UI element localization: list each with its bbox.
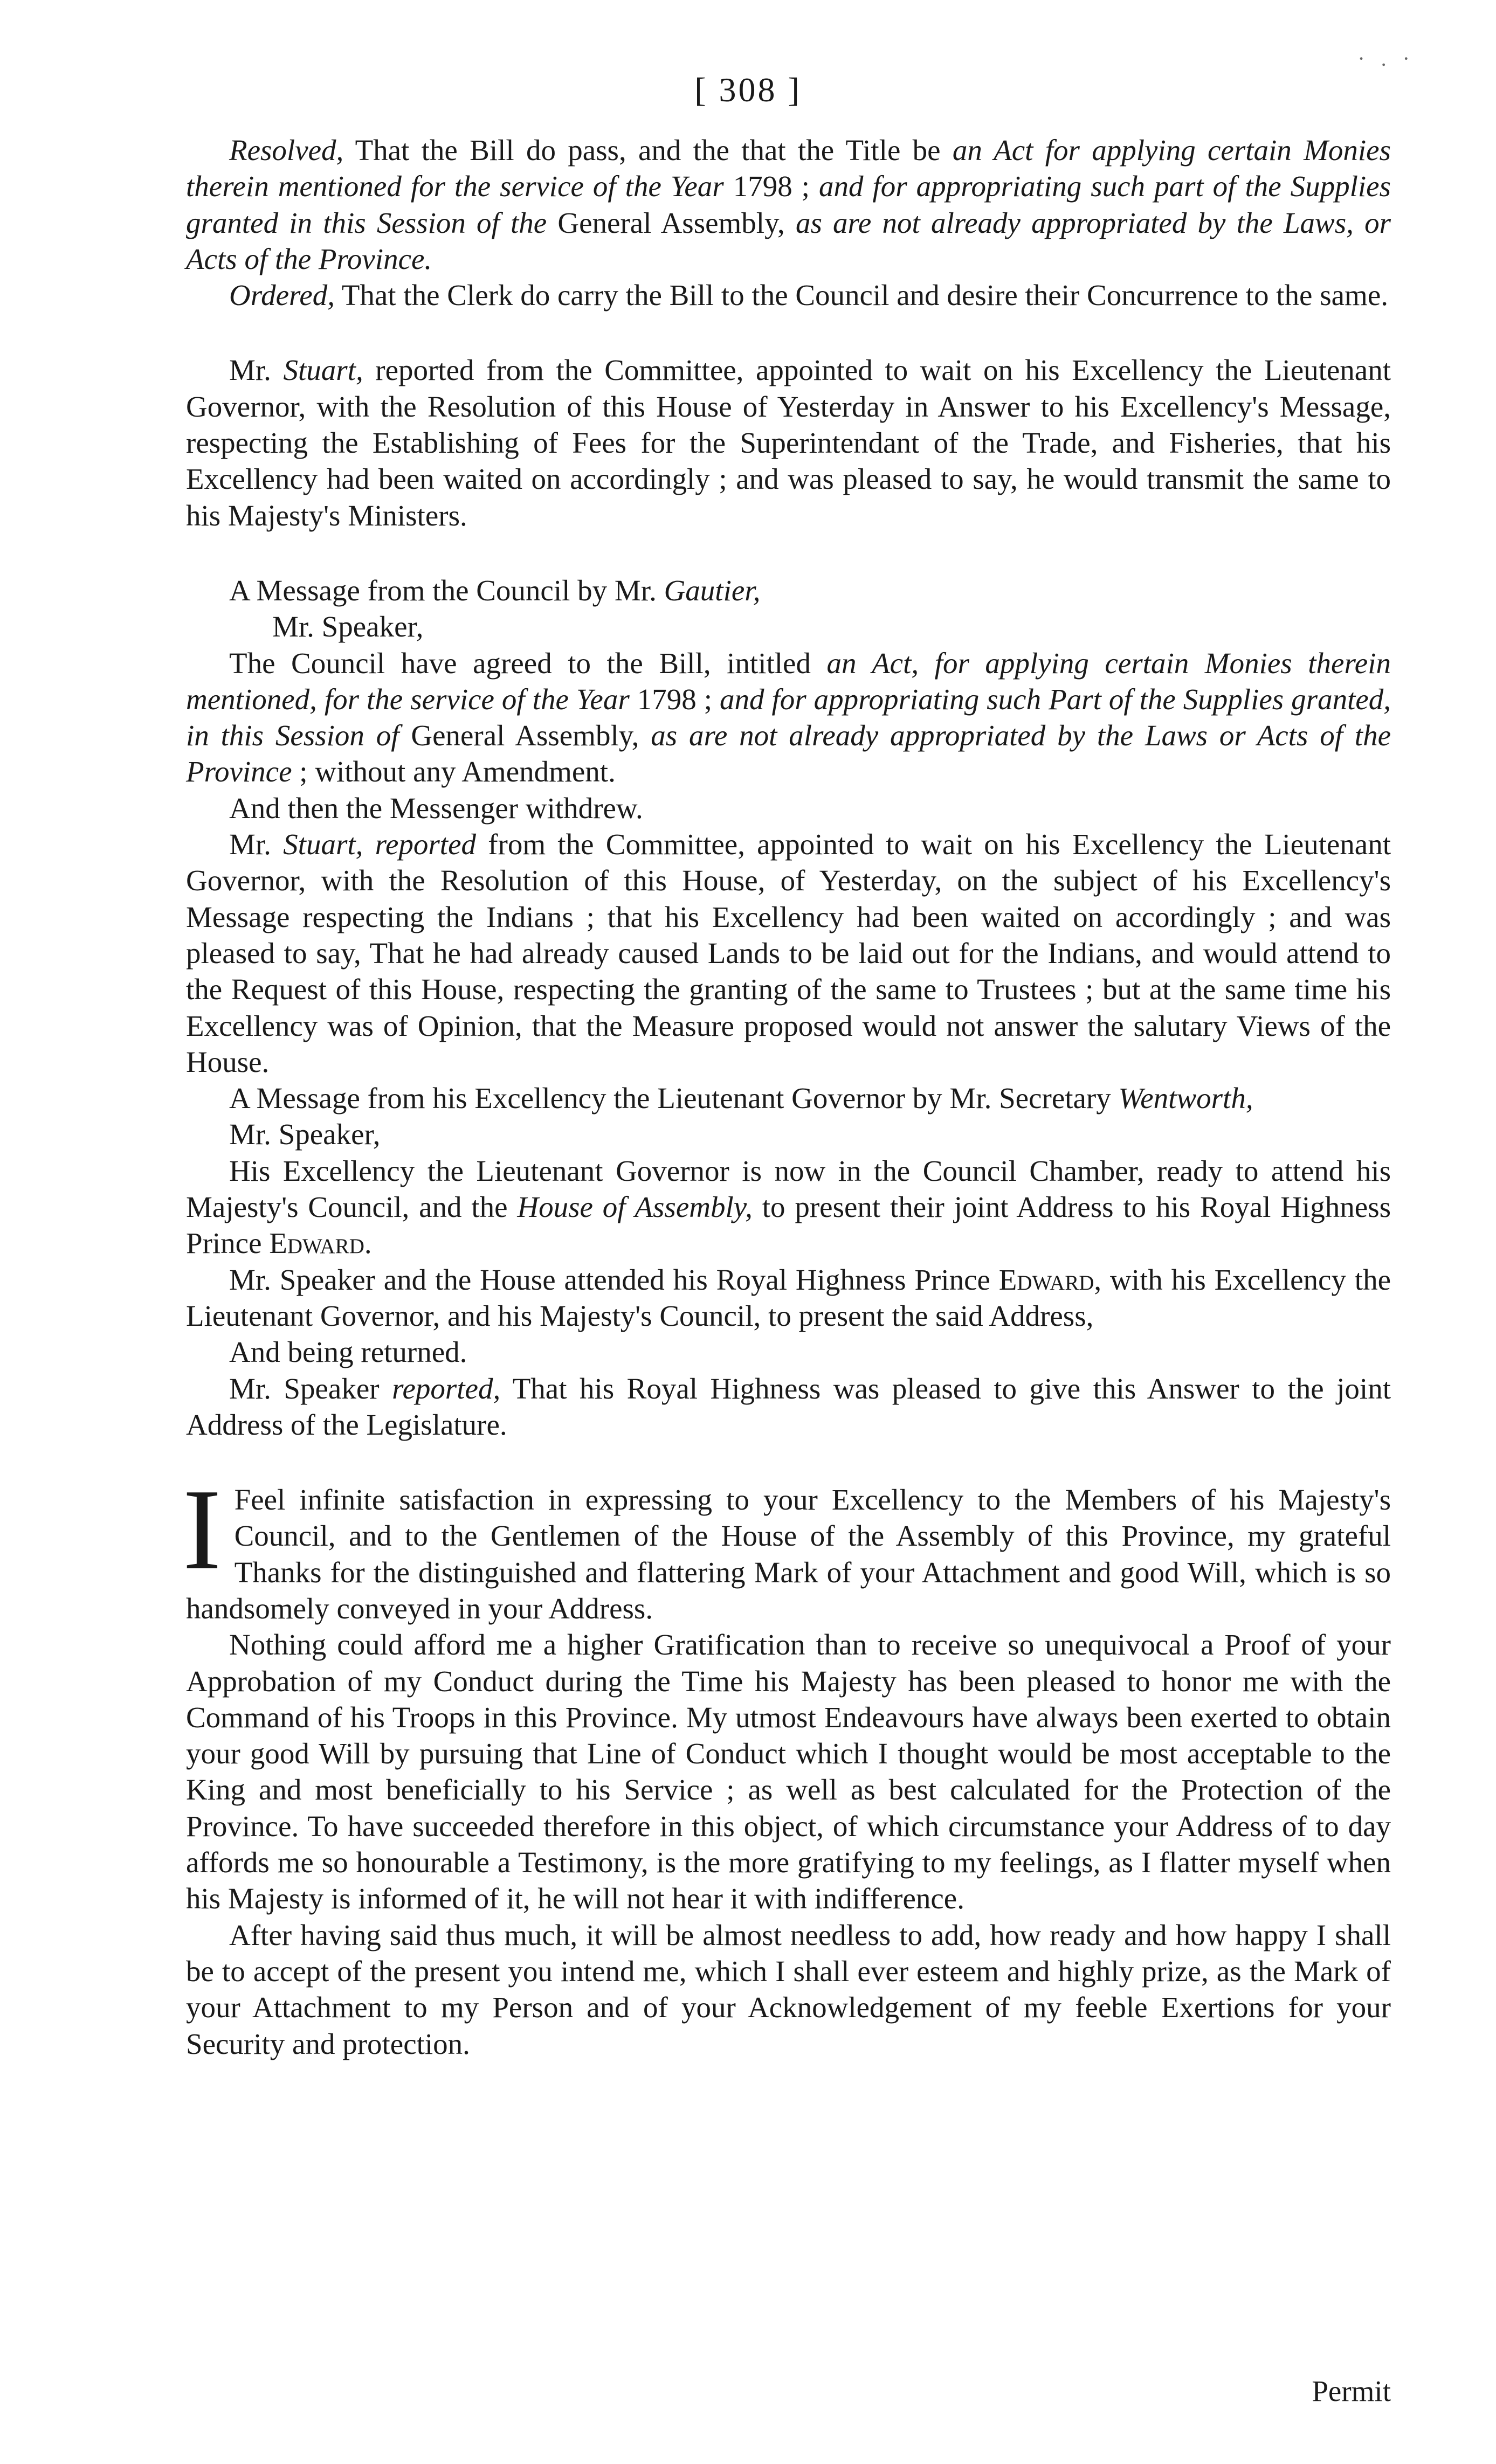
committee-report-indians: Mr. Stuart, reported from the Committee, appointed to wait on his Excellency the Lieutenant Governor, with the Resolution of this House, of Yesterday, on the subject of his Excellency's Message respecting the Indians ; that his Excellency had been waited on accordingly ; and was pleased to say, That he had already caused Lands to be laid out for the Indians, and would attend to the Request of this House, respecting the granting of the same to Trustees ; but at the same time his Excellency was of Opinion, that the Measure proposed would not answer the salutary Views of the House. — [186, 828, 1391, 1078]
salutation-2: Mr. Speaker, — [229, 1118, 381, 1151]
page-specks: · . · — [1357, 46, 1415, 71]
council-message-heading: A Message from the Council by Mr. Gautier, — [229, 573, 761, 607]
committee-report-fees: Mr. Stuart, reported from the Committee, appointed to wait on his Excellency the Lieutenant Governor, with the Resolution of this House of Yesterday in Answer to his Excellency's Message, respecting the Establishing of Fees for the Superintendant of the Trade, and Fisheries, that his Excellency had been waited on accordingly ; and was pleased to say, he would transmit the same to his Majesty's Ministers. — [186, 354, 1391, 532]
council-agreed-paragraph: The Council have agreed to the Bill, intitled an Act, for applying certain Monies therein mentioned, for the service of the Year 1798 ; and for appropriating such Part of the Supplies granted, in this Session of General Assembly, as are not already appropriated by the Laws or Acts of the Province ; without any Amendment. — [186, 646, 1391, 788]
returned-line: And being returned. — [229, 1335, 467, 1369]
drop-cap: I — [183, 1465, 222, 1594]
resolution-paragraph: Resolved, That the Bill do pass, and the that the Title be an Act for applying certain Monies therein mentioned for the service of the Year 1798 ; and for appropriating such part of the Supplies granted in this Session of the General Assembly, as are not already appropriated by the Laws, or Acts of the Province. — [186, 134, 1391, 275]
salutation: Mr. Speaker, — [272, 610, 424, 643]
royal-answer-paragraph-2: Nothing could afford me a higher Gratification than to receive so unequivocal a Proof of your Approbation of my Conduct during the Time his Majesty has been pleased to honor me with the Command of his Troops in this Province. My utmost Endeavours have always been exerted to obtain your good Will by pursuing that Line of Conduct which I thought would be most acceptable to the King and most beneficially to his Service ; as well as best calculated for the Protection of the Province. To have succeeded therefore in this object, of which circumstance your Address of to day affords me so honourable a Testimony, is the more gratifying to my feelings, as I flatter myself when his Majesty is informed of it, he will not hear it with indifference. — [186, 1628, 1391, 1915]
messenger-withdrew: And then the Messenger withdrew. — [229, 791, 643, 825]
ordered-paragraph: Ordered, That the Clerk do carry the Bill to the Council and desire their Concurrence to the same. — [229, 279, 1388, 312]
speaker-reported-paragraph: Mr. Speaker reported, That his Royal Highness was pleased to give this Answer to the joint Address of the Legislature. — [186, 1372, 1391, 1441]
governor-message-heading: A Message from his Excellency the Lieutenant Governor by Mr. Secretary Wentworth, — [229, 1082, 1253, 1115]
resolved-word: Resolved, — [229, 134, 344, 167]
catchword: Permit — [1312, 2375, 1391, 2407]
royal-answer-paragraph-3: After having said thus much, it will be almost needless to add, how ready and how happy I shall be to accept of the present you intend me, which I shall ever esteem and highly prize, as the Mark of your Attachment to my Person and of your Acknowledgement of my feeble Exertions for your Security and protection. — [186, 1918, 1391, 2060]
house-attended-paragraph: Mr. Speaker and the House attended his Royal Highness Prince Edward, with his Excellency the Lieutenant Governor, and his Majesty's Council, to present the said Address, — [186, 1263, 1391, 1332]
governor-message-body: His Excellency the Lieutenant Governor is now in the Council Chamber, ready to attend his Majesty's Council, and the House of Assembly, to present their joint Address to his Royal Highness Prince Edward. — [186, 1154, 1391, 1260]
document-body — [183, 132, 1391, 2062]
page-number: [ 308 ] — [694, 71, 802, 109]
royal-answer-paragraph-1: I Feel infinite satisfaction in expressing to your Excellency to the Members of his Majesty's Council, and to the Gentlemen of the House of the Assembly of this Province, my grateful Thanks for the distinguished and flattering Mark of your Attachment and good Will, which is so handsomely conveyed in your Address. — [183, 1465, 1391, 1625]
